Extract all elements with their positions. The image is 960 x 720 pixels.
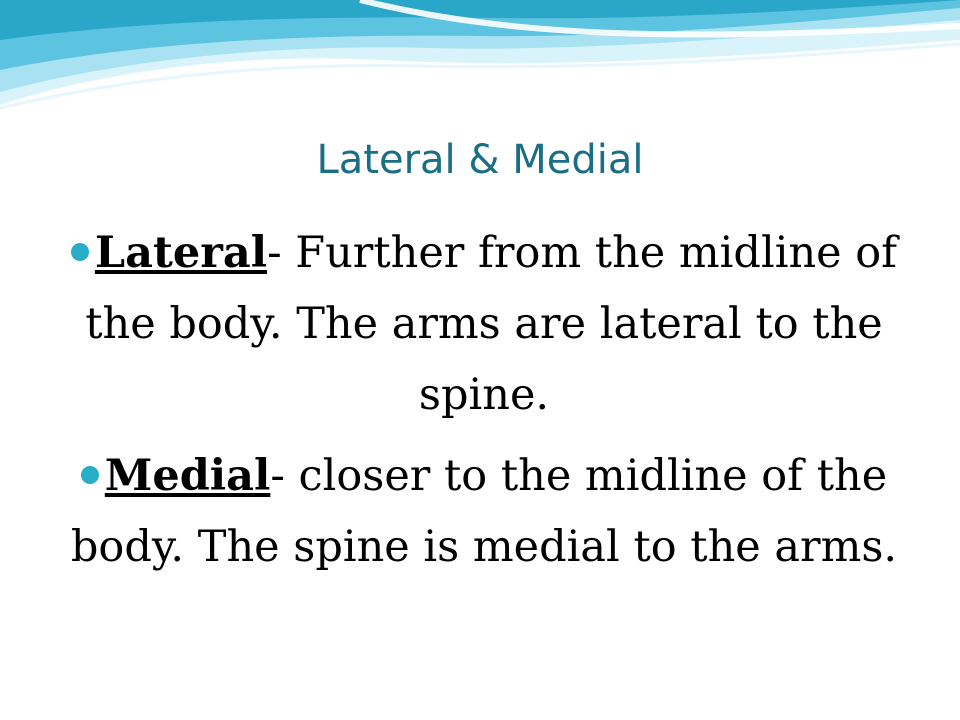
wave-banner-decoration — [0, 0, 960, 140]
bullet-item-lateral — [58, 218, 910, 431]
bullet-marker-icon — [81, 466, 99, 484]
slide-title: Lateral & Medial — [316, 137, 644, 183]
bullet-item-medial — [58, 441, 910, 583]
definition-medial: - closer to the midline of the body. The spine is medial to the arms. — [70, 451, 898, 572]
definition-lateral: - Further from the midline of the body. The arms are lateral to the spine. — [85, 228, 898, 420]
term-medial: Medial — [104, 451, 271, 501]
bullet-list — [58, 218, 910, 593]
bullet-marker-icon — [71, 243, 89, 261]
term-lateral: Lateral — [94, 228, 268, 278]
